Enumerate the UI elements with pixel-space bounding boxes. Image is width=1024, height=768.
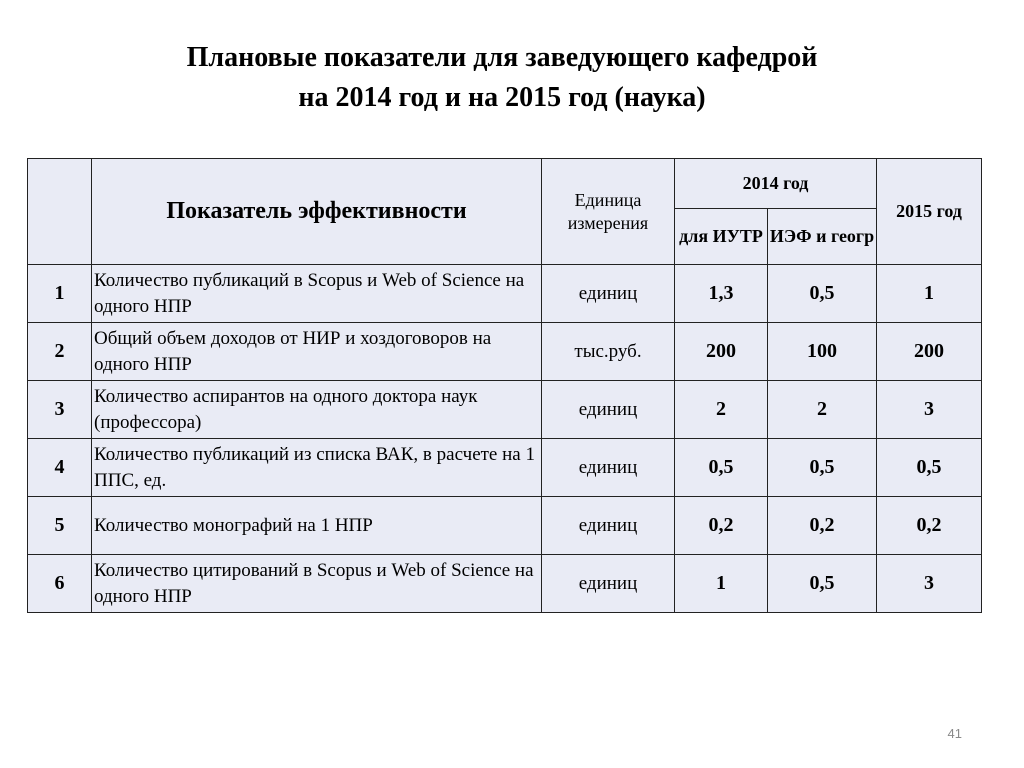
row-unit: единиц [542,381,675,439]
slide-title-line-1: Плановые показатели для заведующего кафедрой [186,42,818,73]
row-unit: единиц [542,439,675,497]
row-number: 6 [28,555,92,613]
row-unit: тыс.руб. [542,323,675,381]
table-header-row [28,159,982,209]
row-value-ief-2014: 0,5 [768,265,877,323]
slide-title-line-2: на 2014 год и на 2015 год (наука) [298,82,706,113]
row-value-ief-2014: 0,5 [768,555,877,613]
kpi-table [27,158,982,613]
row-number: 1 [28,265,92,323]
row-value-2015: 3 [877,555,982,613]
table-row [28,555,982,613]
row-value-ief-2014: 0,5 [768,439,877,497]
row-indicator: Количество публикаций в Scopus и Web of Science на одного НПР [92,265,542,323]
row-value-ief-2014: 2 [768,381,877,439]
page-number: 41 [947,726,962,741]
row-value-ief-2014: 0,2 [768,497,877,555]
row-value-2015: 200 [877,323,982,381]
table-row [28,439,982,497]
row-value-2015: 0,2 [877,497,982,555]
table-row [28,381,982,439]
row-unit: единиц [542,555,675,613]
row-unit: единиц [542,497,675,555]
header-number-cell [28,159,92,265]
row-value-iutr-2014: 200 [675,323,768,381]
row-number: 2 [28,323,92,381]
row-number: 5 [28,497,92,555]
row-value-2015: 3 [877,381,982,439]
row-value-iutr-2014: 0,2 [675,497,768,555]
row-value-iutr-2014: 2 [675,381,768,439]
row-indicator: Количество цитирований в Scopus и Web of Science на одного НПР [92,555,542,613]
row-value-iutr-2014: 1 [675,555,768,613]
row-unit: единиц [542,265,675,323]
header-ief: ИЭФ и геогр [768,209,877,265]
row-value-ief-2014: 100 [768,323,877,381]
row-number: 4 [28,439,92,497]
header-unit: Единица измерения [542,159,675,265]
table-row [28,265,982,323]
row-value-2015: 0,5 [877,439,982,497]
row-number: 3 [28,381,92,439]
row-indicator: Количество монографий на 1 НПР [92,497,542,555]
slide-title [0,38,1004,118]
row-value-iutr-2014: 1,3 [675,265,768,323]
header-indicator: Показатель эффективности [92,159,542,265]
header-year-2015: 2015 год [877,159,982,265]
table-row [28,497,982,555]
header-iutr: для ИУТР [675,209,768,265]
row-value-iutr-2014: 0,5 [675,439,768,497]
row-value-2015: 1 [877,265,982,323]
row-indicator: Общий объем доходов от НИР и хоздоговоров на одного НПР [92,323,542,381]
row-indicator: Количество аспирантов на одного доктора наук (профессора) [92,381,542,439]
table-row [28,323,982,381]
header-year-2014: 2014 год [675,159,877,209]
row-indicator: Количество публикаций из списка ВАК, в расчете на 1 ППС, ед. [92,439,542,497]
